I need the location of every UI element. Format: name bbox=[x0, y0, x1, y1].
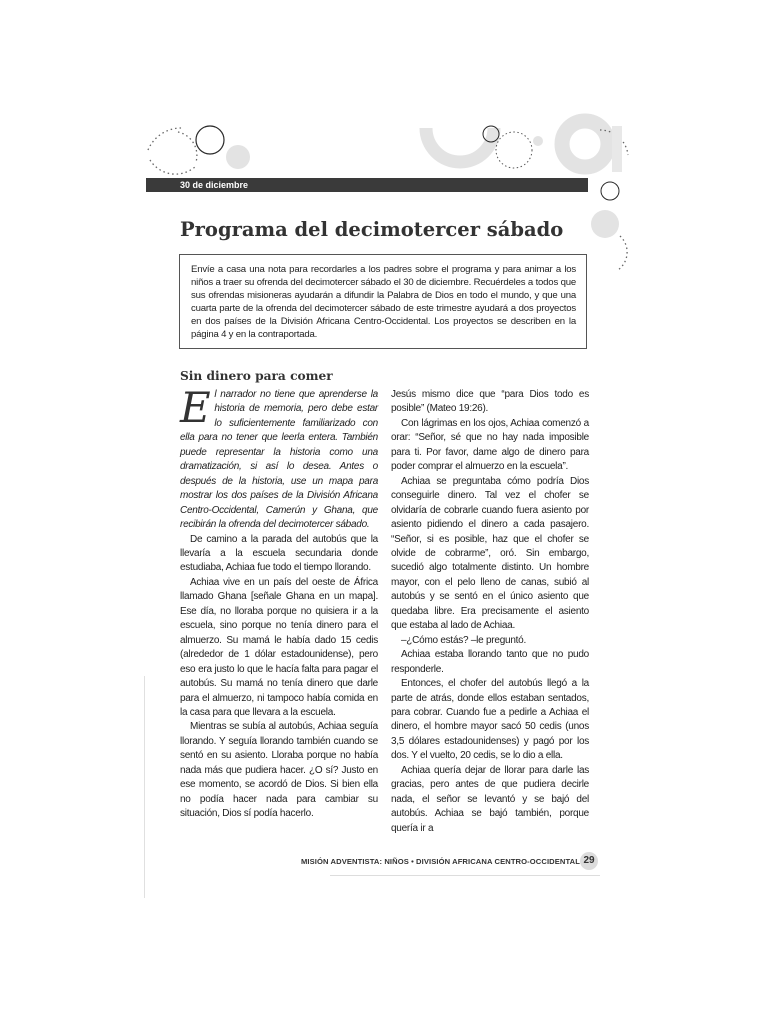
story-paragraph: De camino a la parada del autobús que la llevaría a la escuela secundaria donde estudiaba, Achiaa fue todo el tiempo llorando. bbox=[180, 533, 378, 574]
story-paragraph: Achiaa se preguntaba cómo podría Dios conseguirle dinero. Tal vez el chofer se olvidaría de cobrarle cuando fuera asiento por asiento pidiendo el dinero a cada pasajero. “Señor, si es posible, haz que el chofer se olvide de cobrarme”, oró. Sin embargo, sucedió algo totalmente distinto. Un hombre mayor, con el pelo lleno de canas, subió al autobús y se sentó en el único asiento que quedaba libre. Era precisamente el asiento que estaba al lado de Achiaa. bbox=[391, 475, 589, 632]
margin-rule bbox=[144, 676, 145, 898]
story-heading: Sin dinero para comer bbox=[180, 369, 333, 383]
story-paragraph: Jesús mismo dice que “para Dios todo es posible” (Mateo 19:26). bbox=[391, 389, 589, 415]
story-paragraph: Mientras se subía al autobús, Achiaa seguía llorando. Y seguía llorando también cuando se sentó en su asiento. Lloraba porque no había nada más que pudiera hacer. ¿O sí? Justo en ese momento, se acordó de Dios. Si bien ella no podía hacer nada para cambiar su situación, Dios sí podía hacerlo. bbox=[180, 721, 378, 820]
narrator-intro-text: l narrador no tiene que aprenderse la historia de memoria, pero debe estar lo suficientemente familiarizado con ella para no tener que leerla entera. También puede representar la historia como una dramatización, si así lo desea. Antes o después de la historia, use un mapa para mostrar los dos países de la División Africana Centro-Occidental, Camerún y Ghana, que recibirán la ofrenda del decimotercer sábado. bbox=[180, 389, 378, 531]
date-bar bbox=[146, 178, 588, 192]
story-paragraph: –¿Cómo estás? –le preguntó. bbox=[401, 634, 526, 646]
date-label: 30 de diciembre bbox=[180, 180, 249, 190]
page-title: Programa del decimotercer sábado bbox=[180, 218, 564, 241]
story-paragraph: Achiaa vive en un país del oeste de África llamado Ghana [señale Ghana en un mapa]. Ese día, no lloraba porque no quisiera ir a la escuela, sino porque no tenía dinero para el almuerzo. Su mamá le había dado 15 cedis (alrededor de 1 dólar estadounidense), pero eso era justo lo que le hacía falta para pagar el autobús. Su mamá no tenía dinero que darle para el almuerzo, ni tampoco había comida en la casa para que llevara a la escuela. bbox=[180, 576, 378, 718]
footer-divider bbox=[330, 875, 600, 876]
story-paragraph: Achiaa quería dejar de llorar para darle las gracias, pero antes de que pudiera decirle nada, el señor se levantó y se bajó del autobús. Achiaa se bajó también, porque quería ir a bbox=[391, 764, 589, 834]
story-column-left bbox=[180, 383, 378, 822]
instructions-text: Envíe a casa una nota para recordarles a los padres sobre el programa y para animar a los niños a traer su ofrenda del decimotercer sábado el 30 de diciembre. Recuérdeles a todos que sus ofrendas misioneras ayudarán a difundir la Palabra de Dios en todo el mundo, y que una cuarta parte de la ofrenda del decimotercer sábado de este trimestre ayudará a dos proyectos en dos países de la División Africana Centro-Occidental. Los proyectos se describen en la página 4 y en la contraportada. bbox=[191, 264, 576, 341]
narrator-intro bbox=[180, 383, 378, 533]
story-column-right bbox=[391, 388, 589, 836]
drop-cap: E bbox=[180, 383, 211, 432]
story-paragraph: Con lágrimas en los ojos, Achiaa comenzó a orar: “Señor, sé que no hay nada imposible para ti. Por favor, dame algo de dinero para poder comprar el almuerzo en la escuela”. bbox=[391, 417, 589, 473]
page-number: 29 bbox=[580, 852, 598, 870]
story-paragraph: Entonces, el chofer del autobús llegó a la parte de atrás, donde ellos estaban sentados, para cobrar. Cuando fue a pedirle a Achiaa el dinero, el hombre mayor sacó 50 cedis (unos 3,5 dólares estadounidenses) y pagó por los dos. Y el vuelto, 20 cedis, se lo dio a ella. bbox=[391, 678, 589, 762]
instructions-box bbox=[179, 254, 587, 349]
running-footer: MISIÓN ADVENTISTA: NIÑOS • DIVISIÓN AFRICANA CENTRO-OCCIDENTAL bbox=[301, 857, 580, 866]
story-paragraph: Achiaa estaba llorando tanto que no pudo responderle. bbox=[391, 649, 589, 675]
